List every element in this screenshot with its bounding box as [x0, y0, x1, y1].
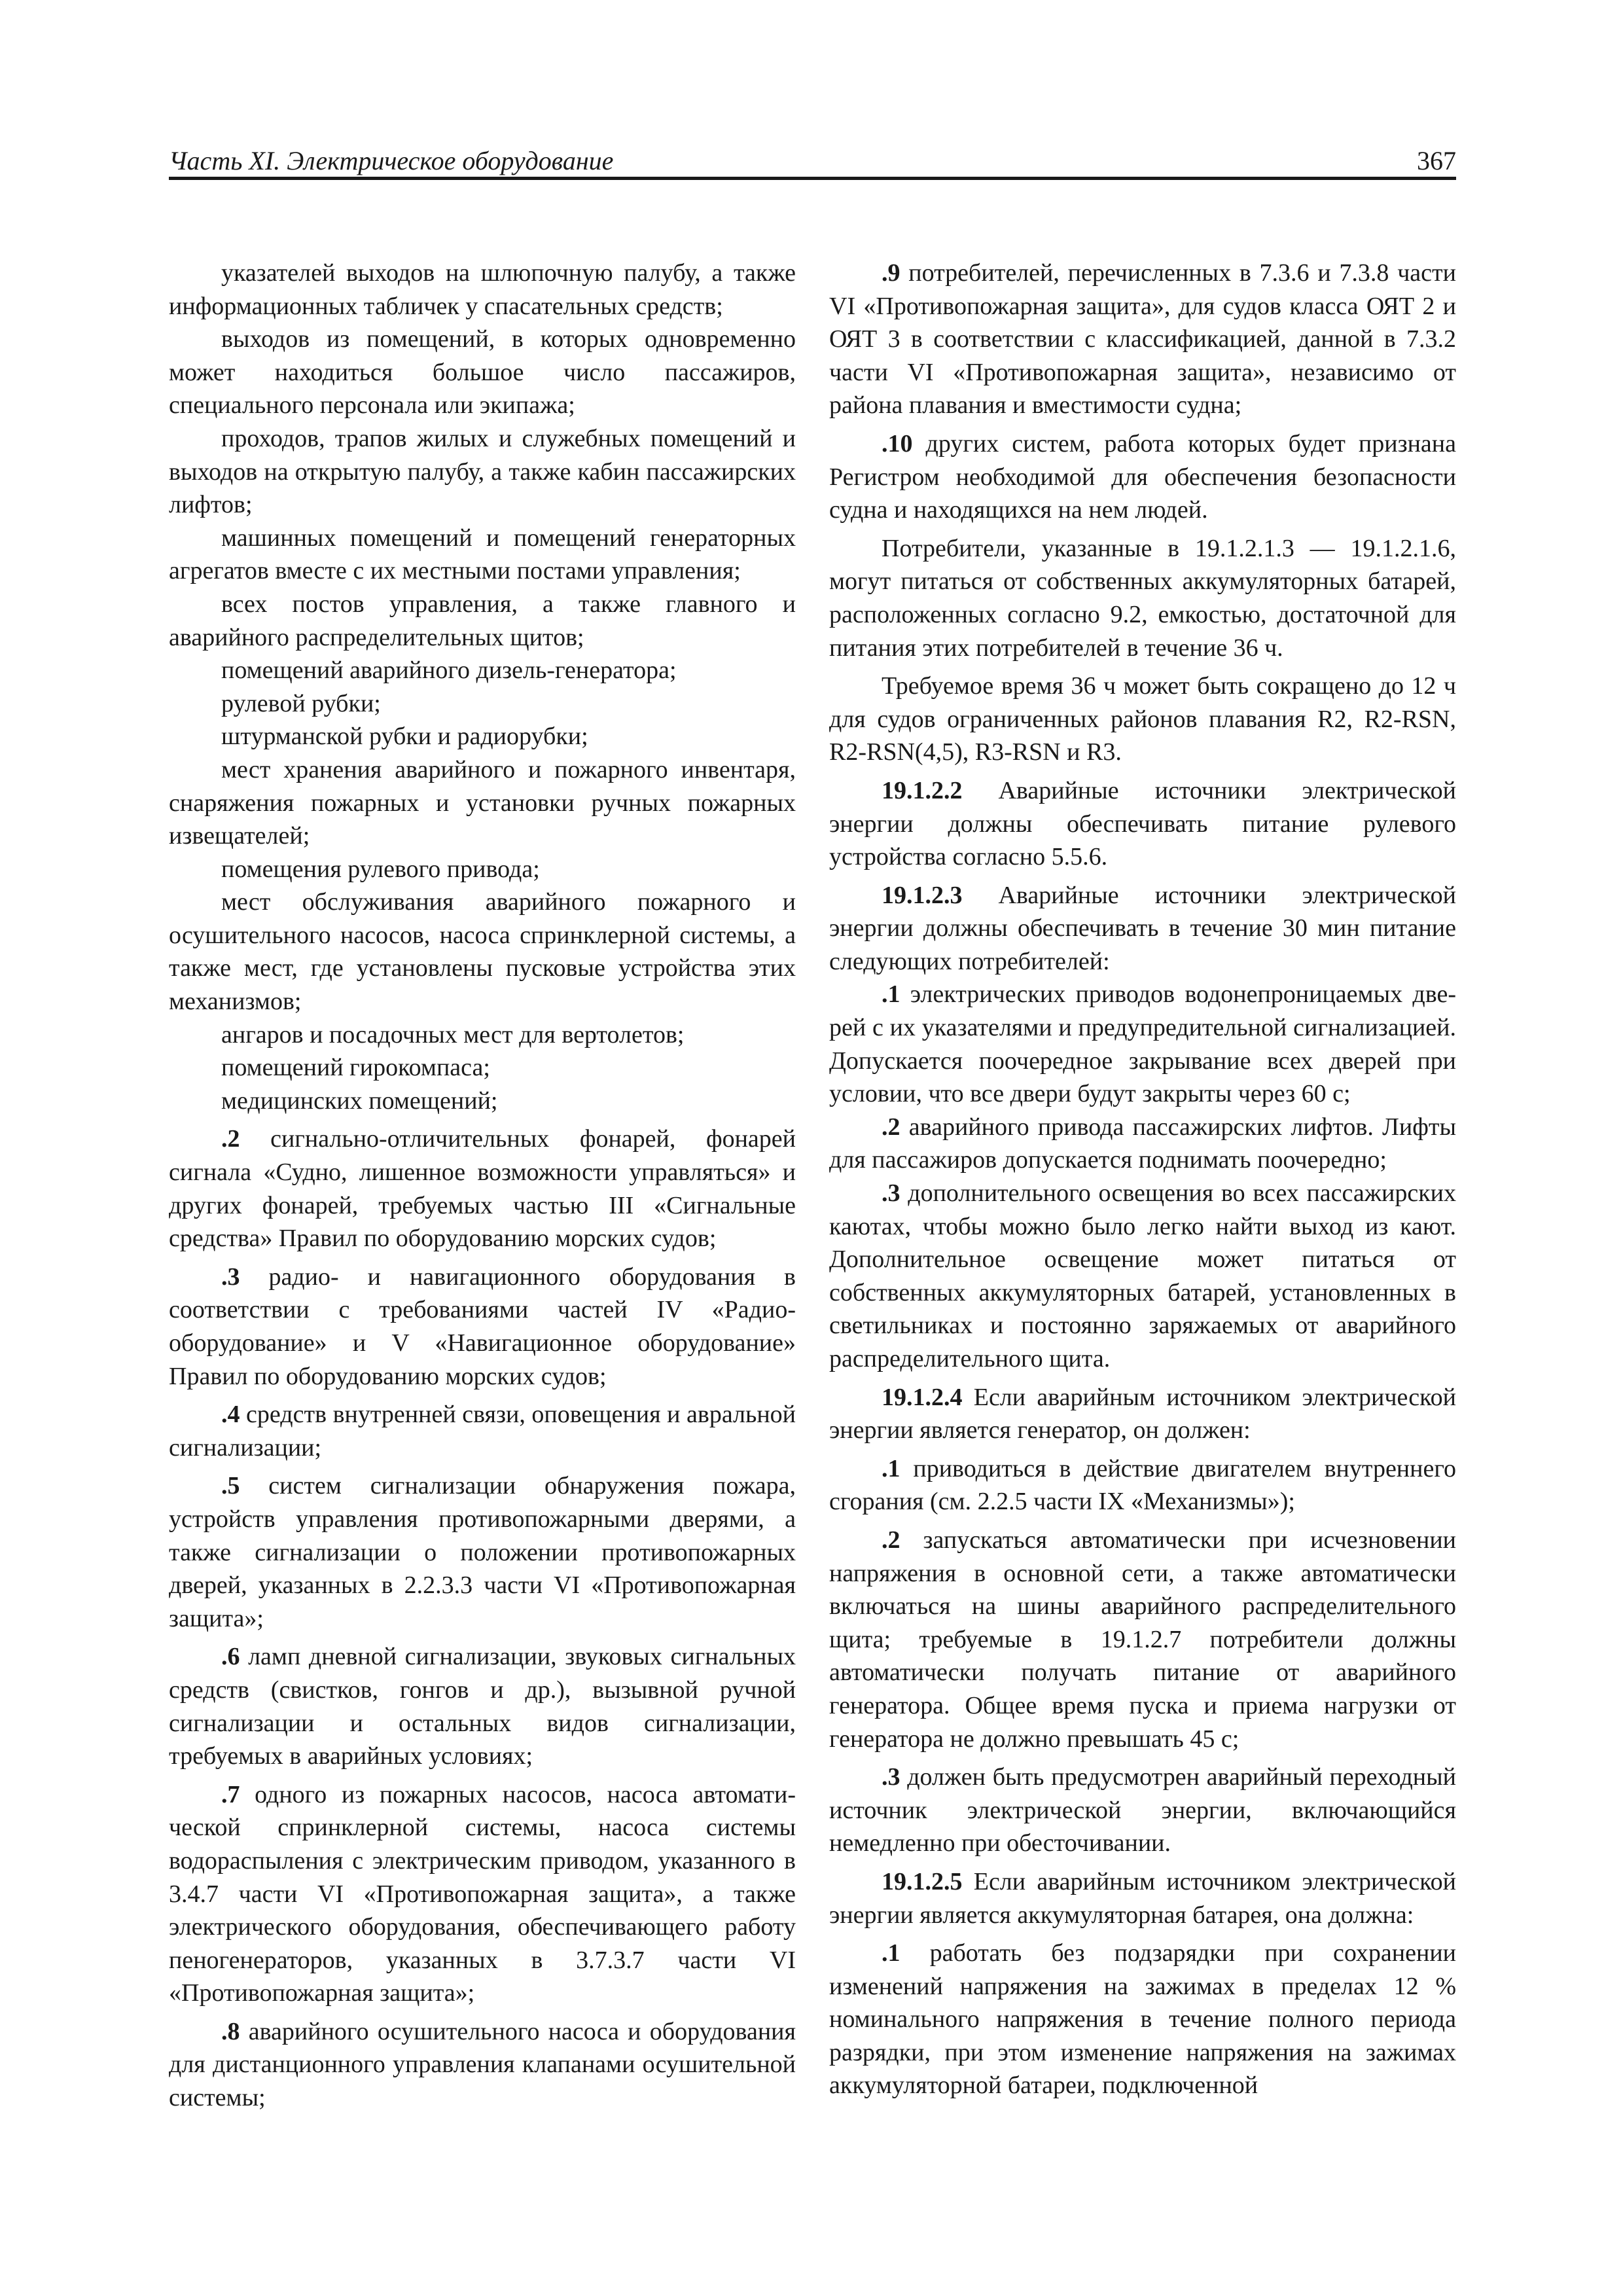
paragraph: .6 ламп дневной сигнализации, звуковых сигнальных средств (свистков, гонгов и др.), вызывной ручной сигнализации и остальных видов сигнализации, требуемых в аварийных условиях; — [169, 1643, 796, 1770]
paragraph: медицинских помещений; — [221, 1086, 498, 1115]
paragraph: мест обслуживания аварийного пожарного и осушительного насосов, насоса спринклерной системы, а также мест, где установлены пусковые устройства этих механизмов; — [169, 888, 796, 1016]
paragraph: 19.1.2.3 Аварийные источники электрической энергии должны обеспечивать в течение 30 мин питание следующих потребителей: — [829, 881, 1456, 975]
paragraph: .9 потребителей, перечисленных в 7.3.6 и 7.3.8 части VI «Противопожарная защита», для судов класса ОЯТ 2 и ОЯТ 3 в соответствии с классификацией, данной в 7.3.2 части VI «Противопожарная защита», независимо от района плавания и вместимости судна; — [829, 259, 1456, 420]
paragraph: .2 запускаться автоматически при исчезновении напряжения в основной сети, а также автоматически включаться на шины аварийного распределительного щита; требуемые в 19.1.2.7 потребители должны автоматически получать питание от аварийного генератора. Общее время пуска и приема нагрузки от генератора не должно превышать 45 с; — [829, 1526, 1456, 1753]
paragraph: .3 дополнительного освещения во всех пассажирских каютах, чтобы можно было легко найти выход из кают. Дополнительное освещение может питаться от собственных аккумуляторных батарей, установленных в светильниках и постоянно заряжаемых от аварийного распределительного щита. — [829, 1179, 1456, 1372]
paragraph: .1 работать без подзарядки при сохранении изменений напряжения на зажимах в пределах 12 % номинального напряжения в течение полного периода разрядки, при этом изменение напряжения на зажимах аккумуляторной батареи, подключенной — [829, 1939, 1456, 2100]
paragraph: .1 приводиться в действие двигателем внутреннего сгорания (см. 2.2.5 части IX «Механизмы»); — [829, 1454, 1456, 1516]
paragraph: помещений аварийного дизель-генератора; — [221, 656, 677, 685]
header-title: Часть XI. Электрическое оборудование — [169, 146, 614, 175]
paragraph: .2 сигнально-отличительных фонарей, фонарей сигнала «Судно, лишенное возможности управляться» и других фонарей, требуемых частью III «Сигнальные средства» Правил по оборудованию морских судов; — [169, 1125, 796, 1253]
paragraph: .5 систем сигнализации обнаружения пожара, устройств управления противопожарными дверями, а также сигнализации о положении противопожарных дверей, указанных в 2.2.3.3 части VI «Противопожарная защита»; — [169, 1472, 796, 1632]
paragraph: .8 аварийного осушительного насоса и оборудования для дистанционного управления клапанами осушительной системы; — [169, 2017, 796, 2112]
paragraph: машинных помещений и помещений генераторных агрегатов вместе с их местными постами управления; — [169, 524, 796, 585]
right-column — [829, 257, 1456, 2102]
paragraph: ангаров и посадочных мест для вертолетов; — [221, 1020, 685, 1049]
paragraph: рулевой рубки; — [221, 689, 381, 717]
paragraph: .4 средств внутренней связи, оповещения и авральной сигнализации; — [169, 1401, 796, 1462]
paragraph: .7 одного из пожарных насосов, насоса автоматической спринклерной системы, насоса системы водораспыления с электрическим приводом, указанного в 3.4.7 части VI «Противопожарная защита», а также электрического оборудования, обеспечивающего работу пеногенераторов, указанных в 3.7.3.7 части VI «Противопожарная защита»; — [169, 1780, 796, 2007]
page-number: 367 — [1417, 146, 1456, 175]
running-header — [169, 143, 1456, 180]
paragraph: всех постов управления, а также главного и аварийного распределительных щитов; — [169, 590, 796, 651]
paragraph: .10 других систем, работа которых будет признана Регистром необходимой для обеспечения безопасности судна и находящихся на нем людей. — [829, 429, 1456, 524]
paragraph: .3 радио- и навигационного оборудования в соответствии с требованиями частей IV «Радиооборудование» и V «Навигационное оборудование» Правил по оборудованию морских судов; — [169, 1263, 796, 1390]
paragraph: проходов, трапов жилых и служебных помещений и выходов на открытую палубу, а также кабин пассажирских лифтов; — [169, 424, 796, 519]
paragraph: штурманской рубки и радиорубки; — [221, 723, 588, 751]
paragraph: 19.1.2.4 Если аварийным источником электрической энергии является генератор, он должен: — [829, 1383, 1456, 1444]
paragraph: Требуемое время 36 ч может быть сокращено до 12 ч для судов ограниченных районов плавания R2, R2-RSN, R2-RSN(4,5), R3-RSN и R3. — [829, 672, 1456, 766]
paragraph: .2 аварийного привода пассажирских лифтов. Лифты для пассажиров допускается поднимать поочередно; — [829, 1113, 1456, 1174]
paragraph: помещения рулевого привода; — [221, 855, 540, 883]
paragraph: указателей выходов на шлюпочную палубу, а также информационных табличек у спасательных средств; — [169, 259, 796, 320]
paragraph: помещений гирокомпаса; — [221, 1054, 490, 1082]
paragraph: 19.1.2.2 Аварийные источники электрической энергии должны обеспечивать питание рулевого устройства согласно 5.5.6. — [829, 776, 1456, 871]
paragraph: выходов из помещений, в которых одновременно может находиться большое число пассажиров, специального персонала или экипажа; — [169, 325, 796, 420]
paragraph: .1 электрических приводов водонепроницаемых дверей с их указателями и предупредительной сигнализацией. Допускается поочередное закрывание всех дверей при условии, что все двери будут закрыты через 60 с; — [829, 980, 1456, 1108]
paragraph: мест хранения аварийного и пожарного инвентаря, снаряжения пожарных и установки ручных пожарных извещателей; — [169, 755, 796, 850]
paragraph: Потребители, указанные в 19.1.2.1.3 — 19.1.2.1.6, могут питаться от собственных аккумуляторных батарей, расположенных согласно 9.2, емкостью, достаточной для питания этих потребителей в течение 36 ч. — [829, 534, 1456, 662]
paragraph: 19.1.2.5 Если аварийным источником электрической энергии является аккумуляторная батарея, она должна: — [829, 1867, 1456, 1929]
paragraph: .3 должен быть предусмотрен аварийный переходный источник электрической энергии, включающийся немедленно при обесточивании. — [829, 1763, 1456, 1857]
left-column — [169, 257, 796, 2115]
